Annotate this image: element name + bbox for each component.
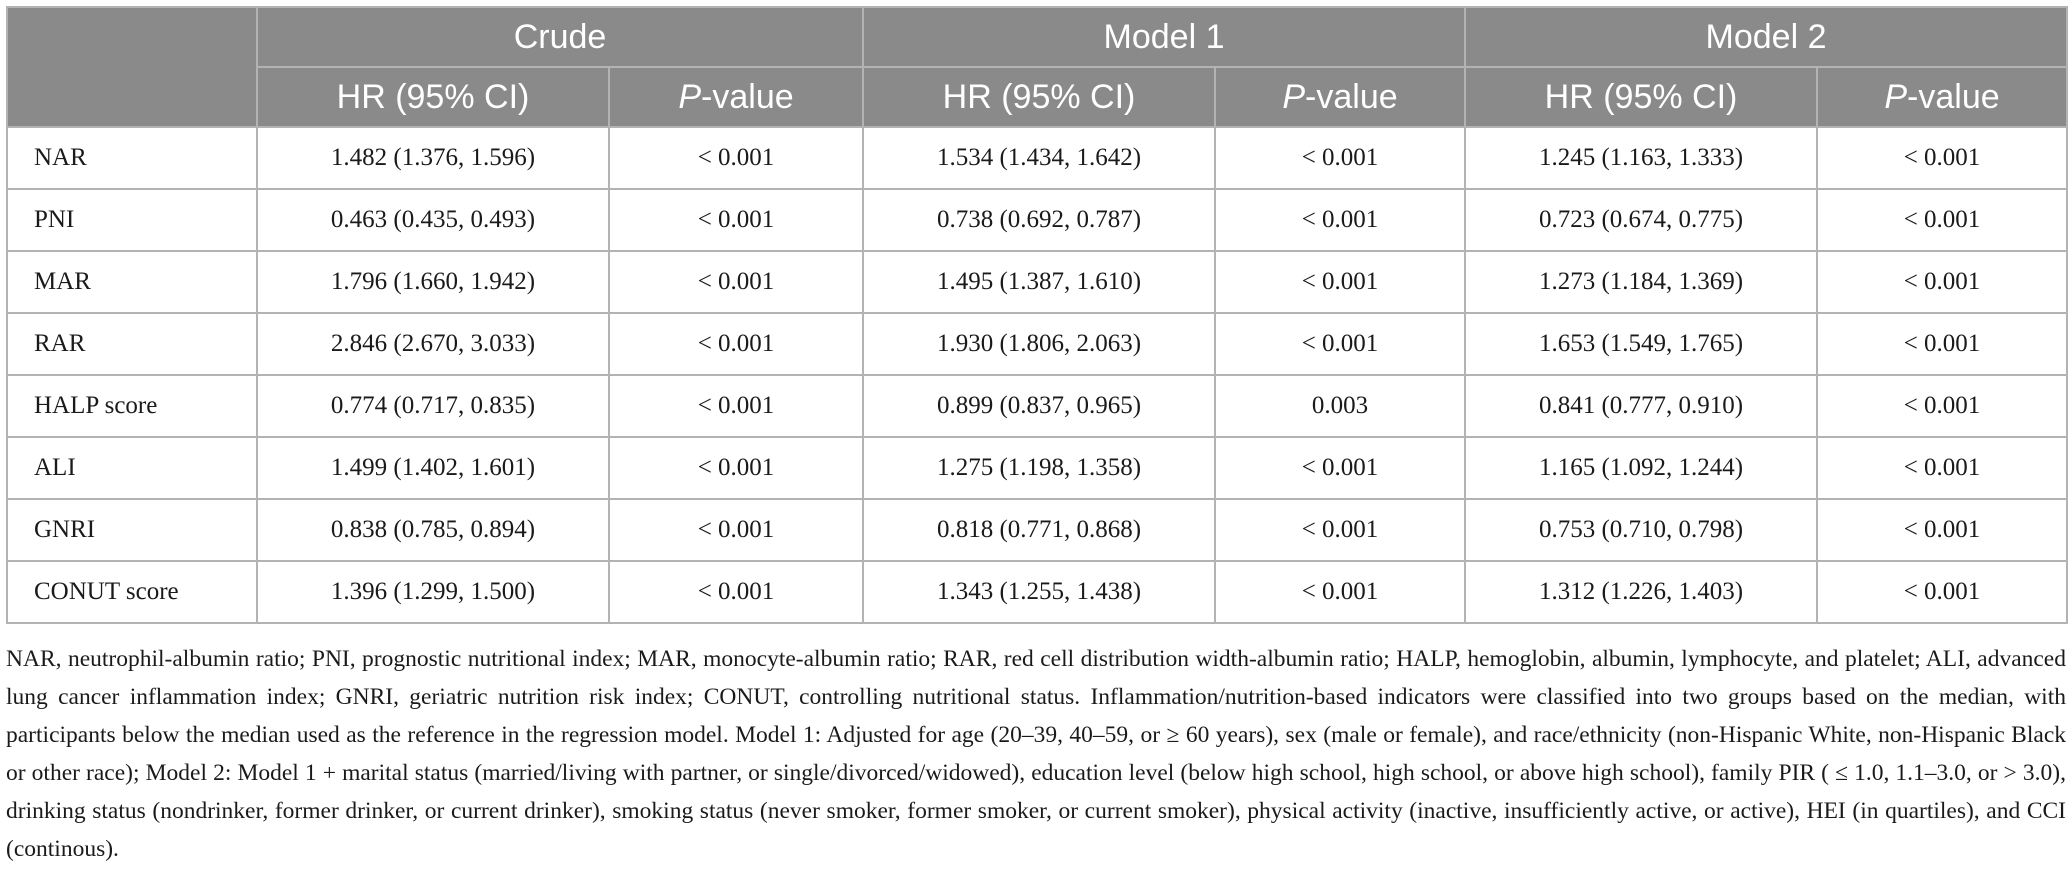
model1-hr-cell: 0.899 (0.837, 0.965): [863, 375, 1215, 437]
crude-hr-cell: 0.838 (0.785, 0.894): [257, 499, 609, 561]
crude-p-cell: < 0.001: [609, 251, 863, 313]
p-italic: P: [678, 77, 702, 116]
p-italic: P: [1282, 77, 1306, 116]
model2-hr-cell: 1.245 (1.163, 1.333): [1465, 127, 1817, 189]
model1-hr-cell: 1.930 (1.806, 2.063): [863, 313, 1215, 375]
model1-p-cell: < 0.001: [1215, 127, 1465, 189]
crude-p-cell: < 0.001: [609, 437, 863, 499]
sub-header-p: [1817, 67, 2067, 127]
p-rest: -value: [1907, 77, 2000, 116]
model2-p-cell: < 0.001: [1817, 189, 2067, 251]
table-row: [7, 375, 2067, 437]
group-header-model-1: Model 1: [863, 7, 1465, 67]
sub-header-hr: HR (95% CI): [1465, 67, 1817, 127]
crude-hr-cell: 1.396 (1.299, 1.500): [257, 561, 609, 623]
crude-p-cell: < 0.001: [609, 561, 863, 623]
corner-header: [7, 7, 257, 127]
crude-hr-cell: 0.463 (0.435, 0.493): [257, 189, 609, 251]
table-row: [7, 437, 2067, 499]
model1-p-cell: < 0.001: [1215, 313, 1465, 375]
row-label: RAR: [7, 313, 257, 375]
table-row: [7, 499, 2067, 561]
table-row: [7, 313, 2067, 375]
crude-p-cell: < 0.001: [609, 189, 863, 251]
group-header-row: [7, 7, 2067, 67]
model2-p-cell: < 0.001: [1817, 561, 2067, 623]
model2-hr-cell: 1.312 (1.226, 1.403): [1465, 561, 1817, 623]
sub-header-p: [1215, 67, 1465, 127]
crude-hr-cell: 2.846 (2.670, 3.033): [257, 313, 609, 375]
group-header-model-2: Model 2: [1465, 7, 2067, 67]
row-label: CONUT score: [7, 561, 257, 623]
p-rest: -value: [1305, 77, 1398, 116]
row-label: NAR: [7, 127, 257, 189]
model2-p-cell: < 0.001: [1817, 437, 2067, 499]
model2-p-cell: < 0.001: [1817, 251, 2067, 313]
sub-header-hr: HR (95% CI): [863, 67, 1215, 127]
model1-p-cell: < 0.001: [1215, 561, 1465, 623]
table-container: [6, 6, 2066, 892]
model1-p-cell: < 0.001: [1215, 189, 1465, 251]
table-footnote: NAR, neutrophil-albumin ratio; PNI, prognostic nutritional index; MAR, monocyte-albumin ratio; RAR, red cell distribution width-albumin ratio; HALP, hemoglobin, albumin, lymphocyte, and platelet; ALI, advanced lung cancer inflammation index; GNRI, geriatric nutrition risk index; CONUT, controlling nutritional status. Inflammation/nutrition-based indicators were classified into two groups based on the median, with participants below the median used as the reference in the regression model. Model 1: Adjusted for age (20–39, 40–59, or ≥ 60 years), sex (male or female), and race/ethnicity (non-Hispanic White, non-Hispanic Black or other race); Model 2: Model 1 + marital status (married/living with partner, or single/divorced/widowed), education level (below high school, high school, or above high school), family PIR ( ≤ 1.0, 1.1–3.0, or > 3.0), drinking status (nondrinker, former drinker, or current drinker), smoking status (never smoker, former smoker, or current smoker), physical activity (inactive, insufficiently active, or active), HEI (in quartiles), and CCI (continous).: [6, 646, 2066, 862]
crude-p-cell: < 0.001: [609, 313, 863, 375]
model1-hr-cell: 1.343 (1.255, 1.438): [863, 561, 1215, 623]
group-header-crude: Crude: [257, 7, 863, 67]
p-rest: -value: [701, 77, 794, 116]
model2-hr-cell: 1.653 (1.549, 1.765): [1465, 313, 1817, 375]
p-italic: P: [1884, 77, 1908, 116]
model2-hr-cell: 0.723 (0.674, 0.775): [1465, 189, 1817, 251]
row-label: MAR: [7, 251, 257, 313]
model1-hr-cell: 1.495 (1.387, 1.610): [863, 251, 1215, 313]
crude-hr-cell: 1.796 (1.660, 1.942): [257, 251, 609, 313]
crude-p-cell: < 0.001: [609, 499, 863, 561]
row-label: ALI: [7, 437, 257, 499]
row-label: GNRI: [7, 499, 257, 561]
crude-hr-cell: 1.499 (1.402, 1.601): [257, 437, 609, 499]
model1-hr-cell: 0.818 (0.771, 0.868): [863, 499, 1215, 561]
model1-p-cell: 0.003: [1215, 375, 1465, 437]
crude-hr-cell: 0.774 (0.717, 0.835): [257, 375, 609, 437]
crude-p-cell: < 0.001: [609, 127, 863, 189]
model1-hr-cell: 1.275 (1.198, 1.358): [863, 437, 1215, 499]
sub-header-row: [7, 67, 2067, 127]
results-table: [6, 6, 2068, 624]
model2-hr-cell: 0.841 (0.777, 0.910): [1465, 375, 1817, 437]
model2-hr-cell: 1.273 (1.184, 1.369): [1465, 251, 1817, 313]
table-row: [7, 251, 2067, 313]
model1-hr-cell: 0.738 (0.692, 0.787): [863, 189, 1215, 251]
crude-hr-cell: 1.482 (1.376, 1.596): [257, 127, 609, 189]
table-row: [7, 127, 2067, 189]
model2-p-cell: < 0.001: [1817, 499, 2067, 561]
model1-p-cell: < 0.001: [1215, 437, 1465, 499]
sub-header-hr: HR (95% CI): [257, 67, 609, 127]
sub-header-p: [609, 67, 863, 127]
table-row: [7, 189, 2067, 251]
model2-p-cell: < 0.001: [1817, 127, 2067, 189]
model1-hr-cell: 1.534 (1.434, 1.642): [863, 127, 1215, 189]
model1-p-cell: < 0.001: [1215, 499, 1465, 561]
model2-p-cell: < 0.001: [1817, 313, 2067, 375]
row-label: HALP score: [7, 375, 257, 437]
row-label: PNI: [7, 189, 257, 251]
model1-p-cell: < 0.001: [1215, 251, 1465, 313]
table-row: [7, 561, 2067, 623]
model2-hr-cell: 1.165 (1.092, 1.244): [1465, 437, 1817, 499]
model2-p-cell: < 0.001: [1817, 375, 2067, 437]
crude-p-cell: < 0.001: [609, 375, 863, 437]
model2-hr-cell: 0.753 (0.710, 0.798): [1465, 499, 1817, 561]
